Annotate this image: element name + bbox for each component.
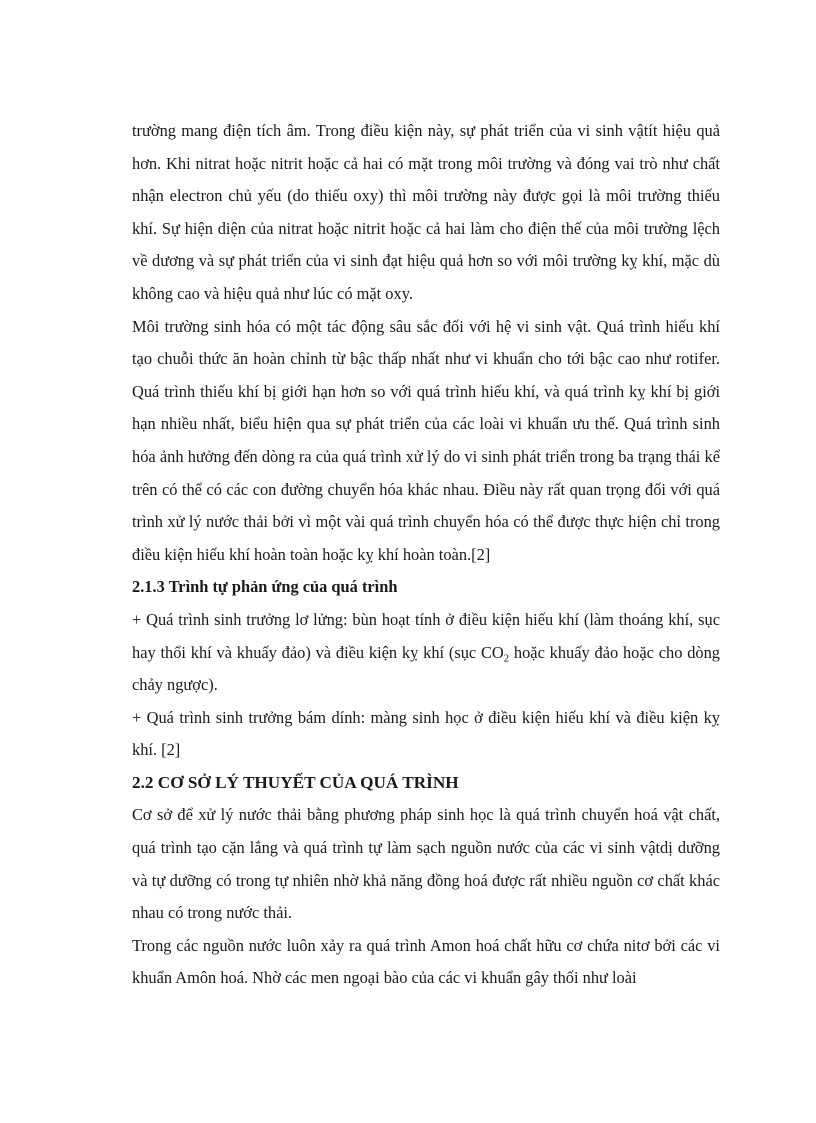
suspended-growth-text-end: hoặc khuấy đảo hoặc cho dòng chảy ngược).	[132, 642, 720, 695]
paragraph-continuation: trường mang điện tích âm. Trong điều kiện này, sự phát triển của vi sinh vậtít hiệu quả hơn. Khi nitrat hoặc nitrit hoặc cả hai có mặt trong môi trường và đóng vai trò như chất nhận electron chủ yếu (do thiếu oxy) thì môi trường này được gọi là môi trường thiếu khí. Sự hiện diện của nitrat hoặc nitrit hoặc cả hai làm cho điện thế của môi trường lệch về dương và sự phát triển của vi sinh đạt hiệu quả hơn so với môi trường kỵ khí, mặc dù không cao và hiệu quả như lúc có mặt oxy.	[132, 121, 720, 303]
suspended-growth-text: + Quá trình sinh trưởng lơ lửng: bùn hoạt tính ở điều kiện hiếu khí (làm thoáng khí, sục hay thổi khí và khuấy đảo) và điều kiện kỵ khí (sục CO	[132, 609, 720, 662]
section-heading-2-1-3: 2.1.3 Trình tự phản ứng của quá trình	[132, 577, 398, 597]
section-heading-2-2: 2.2 CƠ SỞ LÝ THUYẾT CỦA QUÁ TRÌNH	[132, 772, 459, 792]
document-page	[132, 115, 720, 995]
paragraph-ammonification: Trong các nguồn nước luôn xảy ra quá trình Amon hoá chất hữu cơ chứa nitơ bởi các vi khuẩn Amôn hoá. Nhờ các men ngoại bào của các vi khuẩn gây thối như loài	[132, 935, 720, 988]
co2-subscript: 2	[503, 653, 510, 665]
paragraph-suspended-growth	[132, 604, 720, 702]
paragraph-biochemical-environment: Môi trường sinh hóa có một tác động sâu sắc đối với hệ vi sinh vật. Quá trình hiếu khí tạo chuỗi thức ăn hoàn chỉnh từ bậc thấp nhất như vi khuẩn cho tới bậc cao như rotifer. Quá trình thiếu khí bị giới hạn hơn so với quá trình hiếu khí, và quá trình kỵ khí bị giới hạn nhiều nhất, biểu hiện qua sự phát triển của các loài vi khuẩn ưu thế. Quá trình sinh hóa ảnh hưởng đến dòng ra của quá trình xử lý do vi sinh phát triển trong ba trạng thái kể trên có thể có các con đường chuyển hóa khác nhau. Điều này rất quan trọng đối với quá trình xử lý nước thải bởi vì một vài quá trình chuyển hóa có thể được thực hiện chỉ trong điều kiện hiếu khí hoàn toàn hoặc kỵ khí hoàn toàn.[2]	[132, 316, 720, 564]
paragraph-theoretical-basis: Cơ sở để xử lý nước thải bằng phương pháp sinh học là quá trình chuyển hoá vật chất, quá trình tạo cặn lắng và quá trình tự làm sạch nguồn nước của các vi sinh vậtdị dưỡng và tự dưỡng có trong tự nhiên nhờ khả năng đồng hoá được rất nhiều nguồn cơ chất khác nhau có trong nước thải.	[132, 805, 720, 923]
paragraph-attached-growth: + Quá trình sinh trưởng bám dính: màng sinh học ở điều kiện hiếu khí và điều kiện kỵ khí. [2]	[132, 707, 720, 760]
